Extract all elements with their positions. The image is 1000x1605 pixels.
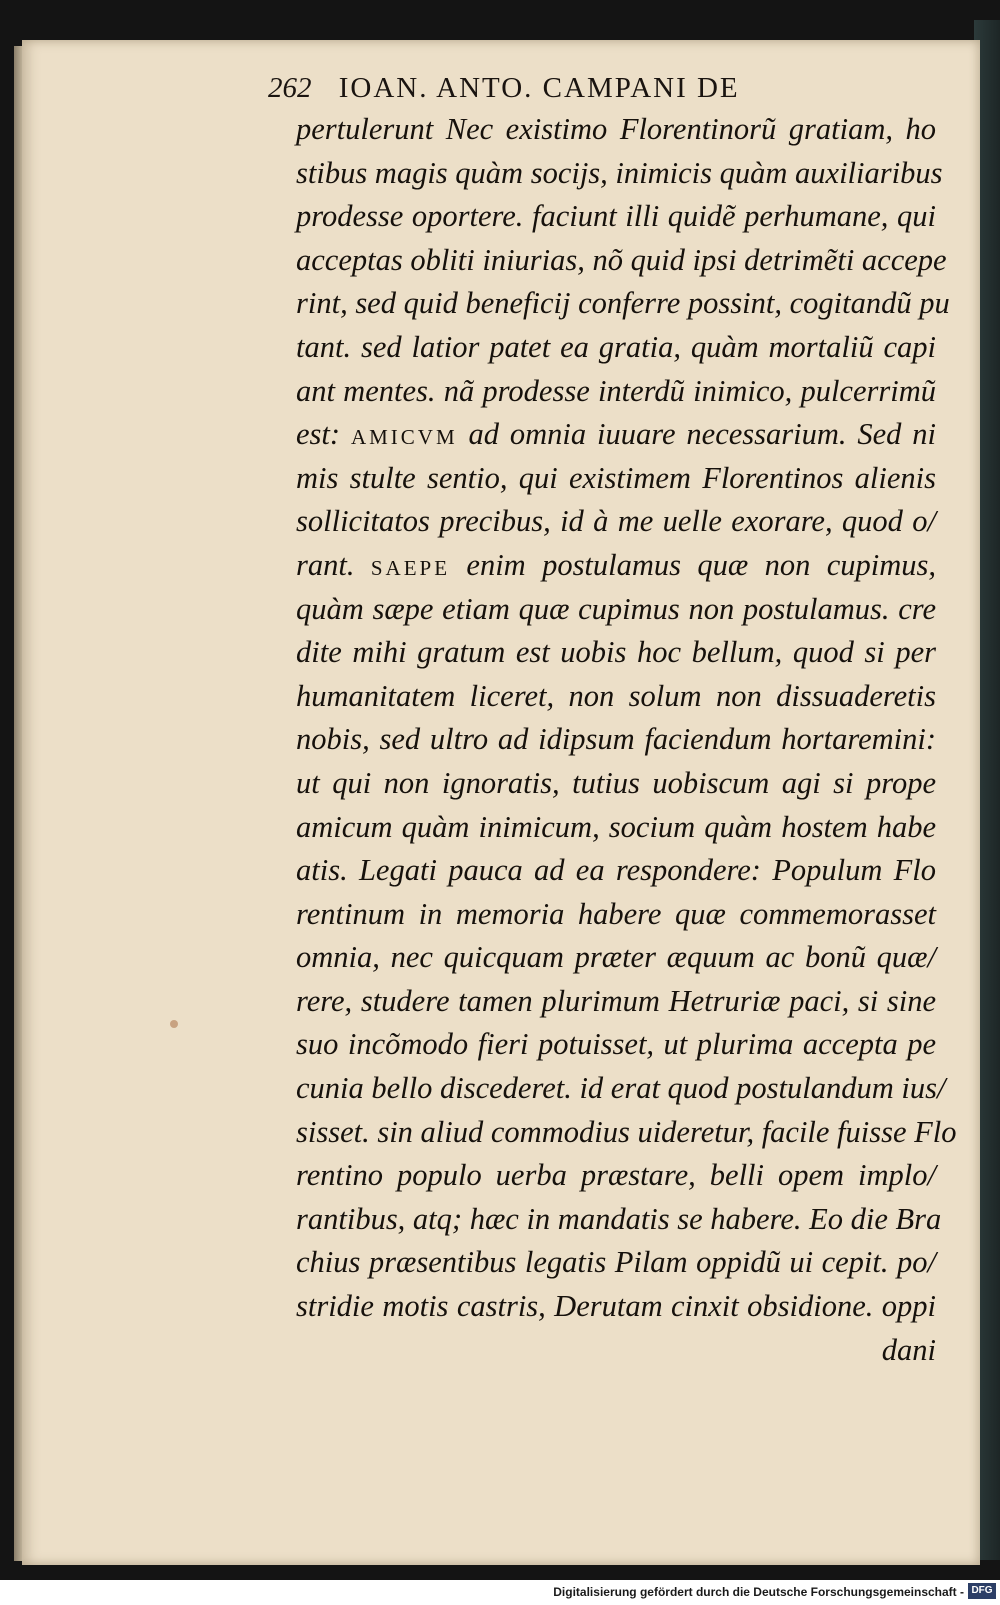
text-line: nobis, sed ultro ad idipsum faciendum hortaremini: — [296, 722, 936, 757]
text-line: chius præsentibus legatis Pilam oppidũ ui cepit. po/ — [296, 1245, 936, 1280]
text-line: prodesse oportere. faciunt illi quidẽ perhumane, qui — [296, 199, 936, 234]
text-line: rantibus, atq; hæc in mandatis se habere. Eo die Bra — [296, 1201, 942, 1236]
text-line — [296, 413, 936, 457]
running-head — [268, 72, 928, 112]
text-line: ut qui non ignoratis, tutius uobiscum agi si prope — [296, 765, 936, 800]
footer-bar — [0, 1580, 1000, 1605]
text-line — [296, 544, 936, 588]
text-line: stibus magis quàm socijs, inimicis quàm auxiliaribus — [296, 155, 943, 190]
dfg-logo: DFG — [968, 1583, 996, 1599]
text-line: mis stulte sentio, qui existimem Florentinos alienis — [296, 460, 936, 495]
text-line: rere, studere tamen plurimum Hetruriæ paci, si sine — [296, 983, 936, 1018]
small-caps-word: amicvm — [350, 417, 458, 452]
text-line: tant. sed latior patet ea gratia, quàm mortaliũ capi — [296, 329, 936, 364]
text-line: ant mentes. nã prodesse interdũ inimico, pulcerrimũ — [296, 373, 936, 408]
text-line: stridie motis castris, Derutam cinxit obsidione. oppi — [296, 1289, 936, 1324]
text-line: cunia bello discederet. id erat quod postulandum ius/ — [296, 1071, 946, 1106]
text-line: rentinum in memoria habere quæ commemorasset — [296, 896, 936, 931]
text-line: sisset. sin aliud commodius uideretur, facile fuisse Flo — [296, 1114, 957, 1149]
funding-credit: Digitalisierung gefördert durch die Deutsche Forschungsgemeinschaft - — [553, 1585, 964, 1599]
text-line: quàm sæpe etiam quæ cupimus non postulamus. cre — [296, 591, 936, 626]
paper-stain — [170, 1020, 178, 1028]
text-fragment: ad omnia iuuare necessarium. Sed ni — [468, 417, 937, 452]
text-line: rentino populo uerba præstare, belli opem implo/ — [296, 1158, 936, 1193]
running-head-title: IOAN. ANTO. CAMPANI DE — [338, 72, 740, 104]
text-fragment: rant. — [296, 547, 355, 582]
body-text — [296, 108, 957, 1372]
text-line: sollicitatos precibus, id à me uelle exorare, quod o/ — [296, 504, 936, 539]
text-line: suo incõmodo fieri potuisset, ut plurima accepta pe — [296, 1027, 936, 1062]
text-line: atis. Legati pauca ad ea respondere: Populum Flo — [296, 853, 936, 888]
text-line: rint, sed quid beneficij conferre possint, cogitandũ pu — [296, 286, 950, 321]
text-fragment: est: — [296, 417, 341, 452]
text-line: humanitatem liceret, non solum non dissuaderetis — [296, 678, 936, 713]
text-fragment: enim postulamus quæ non cupimus, — [466, 547, 937, 582]
small-caps-word: saepe — [370, 547, 451, 582]
text-line: pertulerunt Nec existimo Florentinorũ gratiam, ho — [296, 112, 936, 146]
text-line: acceptas obliti iniurias, nõ quid ipsi detrimẽti accepe — [296, 242, 947, 277]
text-line: omnia, nec quicquam præter æquum ac bonũ quæ/ — [296, 940, 936, 975]
text-line: amicum quàm inimicum, socium quàm hostem habe — [296, 809, 936, 844]
text-line: dite mihi gratum est uobis hoc bellum, quod si per — [296, 635, 936, 670]
page-number: 262 — [268, 72, 312, 104]
catchword: dani — [881, 1332, 936, 1367]
